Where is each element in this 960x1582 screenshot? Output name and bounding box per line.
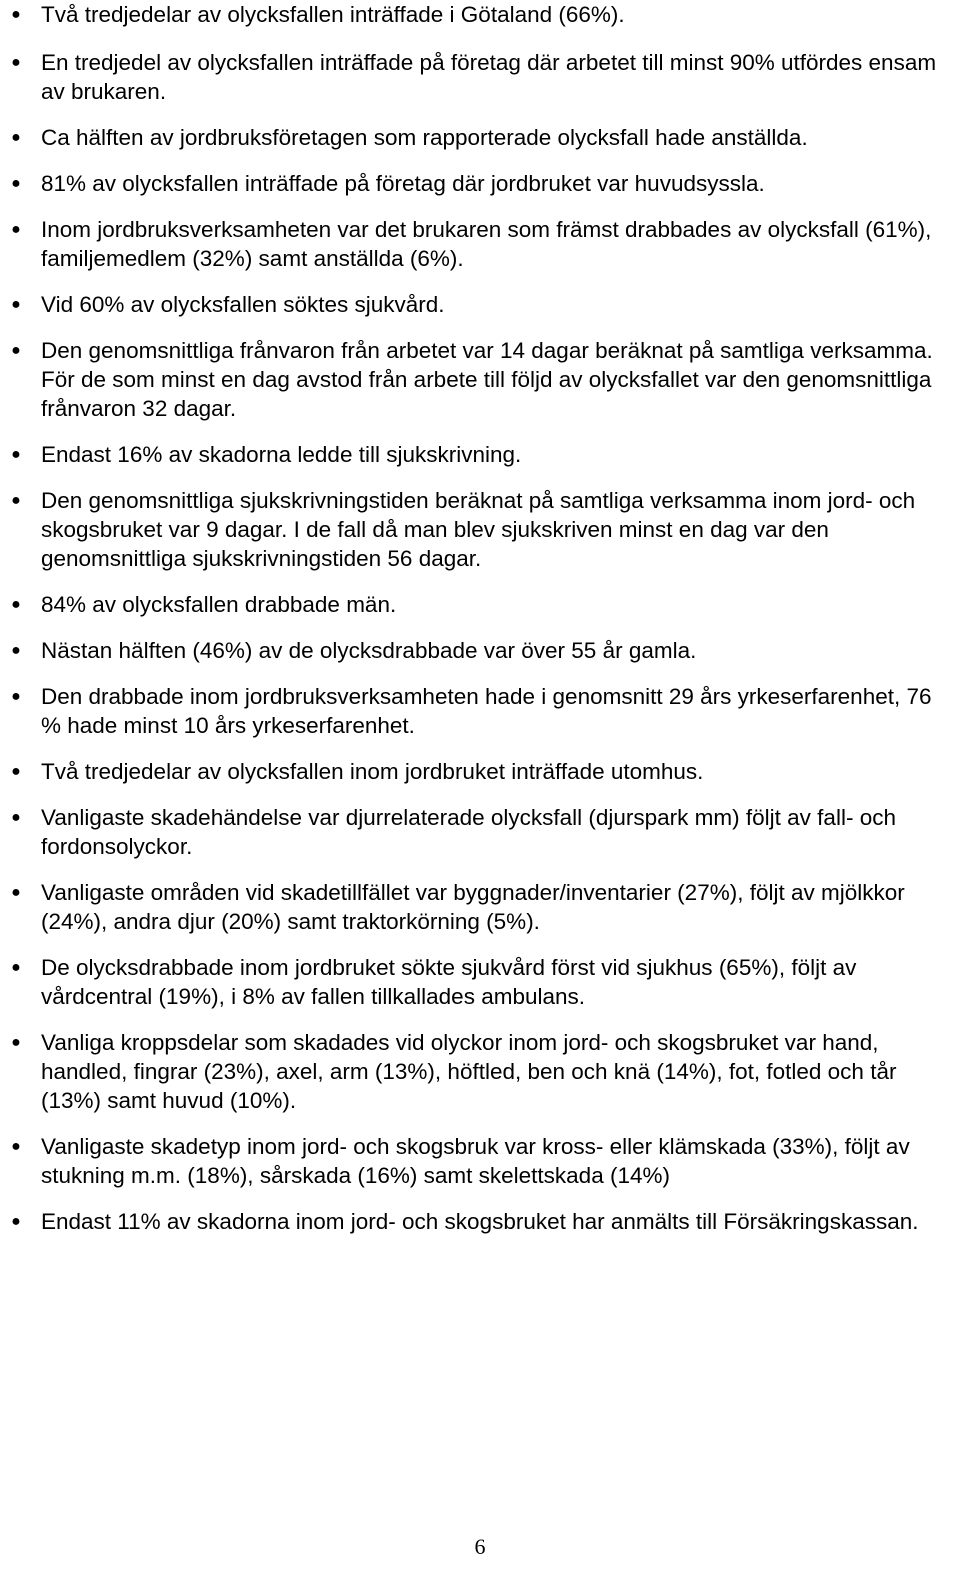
- list-item-text: Två tredjedelar av olycksfallen inom jordbruket inträffade utomhus.: [41, 759, 704, 784]
- bullet-icon: [6, 0, 26, 29]
- list-item: [41, 486, 953, 573]
- list-item-text: 84% av olycksfallen drabbade män.: [41, 592, 397, 617]
- bullet-icon: [6, 878, 26, 907]
- list-item-text: Vanligaste skadehändelse var djurrelaterade olycksfall (djurspark mm) följt av fall- och fordonsolyckor.: [41, 805, 896, 859]
- list-item: [41, 590, 953, 619]
- list-item: [41, 953, 953, 1011]
- list-item-text: Inom jordbruksverksamheten var det brukaren som främst drabbades av olycksfall (61%), familjemedlem (32%) samt anställda (6%).: [41, 217, 932, 271]
- bullet-icon: [6, 682, 26, 711]
- page-number: 6: [474, 1534, 486, 1559]
- list-item-text: Vid 60% av olycksfallen söktes sjukvård.: [41, 292, 445, 317]
- bullet-icon: [6, 290, 26, 319]
- bullet-icon: [6, 636, 26, 665]
- list-item-text: Den genomsnittliga sjukskrivningstiden beräknat på samtliga verksamma inom jord- och skogsbruket var 9 dagar. I de fall då man blev sjukskriven minst en dag var den genomsnittliga sjukskrivningstiden 56 dagar.: [41, 488, 916, 571]
- list-item: [41, 290, 953, 319]
- list-item-text: En tredjedel av olycksfallen inträffade på företag där arbetet till minst 90% utfördes ensam av brukaren.: [41, 50, 937, 104]
- bullet-icon: [6, 48, 26, 77]
- list-item-text: 81% av olycksfallen inträffade på företag där jordbruket var huvudsyssla.: [41, 171, 765, 196]
- list-item: [41, 878, 953, 936]
- list-item-text: Vanligaste skadetyp inom jord- och skogsbruk var kross- eller klämskada (33%), följt av stukning m.m. (18%), sårskada (16%) samt skelettskada (14%): [41, 1134, 910, 1188]
- list-item: [41, 169, 953, 198]
- list-item: [41, 48, 953, 106]
- bullet-icon: [6, 486, 26, 515]
- list-item: [41, 1132, 953, 1190]
- list-item-text: Två tredjedelar av olycksfallen inträffade i Götaland (66%).: [41, 2, 625, 27]
- list-item-text: Vanligaste områden vid skadetillfället var byggnader/inventarier (27%), följt av mjölkkor (24%), andra djur (20%) samt traktorkörning (5%).: [41, 880, 905, 934]
- list-item: [41, 440, 953, 469]
- list-item-text: Endast 16% av skadorna ledde till sjukskrivning.: [41, 442, 522, 467]
- list-item-text: Endast 11% av skadorna inom jord- och skogsbruket har anmälts till Försäkringskassan.: [41, 1209, 919, 1234]
- bullet-icon: [6, 1028, 26, 1057]
- list-item: [41, 0, 953, 29]
- list-item-text: De olycksdrabbade inom jordbruket sökte sjukvård först vid sjukhus (65%), följt av vårdcentral (19%), i 8% av fallen tillkallades ambulans.: [41, 955, 857, 1009]
- bullet-icon: [6, 953, 26, 982]
- list-item-text: Nästan hälften (46%) av de olycksdrabbade var över 55 år gamla.: [41, 638, 697, 663]
- list-item-text: Den drabbade inom jordbruksverksamheten hade i genomsnitt 29 års yrkeserfarenhet, 76 % hade minst 10 års yrkeserfarenhet.: [41, 684, 932, 738]
- bullet-icon: [6, 440, 26, 469]
- bullet-icon: [6, 757, 26, 786]
- list-item: [41, 123, 953, 152]
- list-item: [41, 336, 953, 423]
- list-item-text: Den genomsnittliga frånvaron från arbetet var 14 dagar beräknat på samtliga verksamma. För de som minst en dag avstod från arbete till följd av olycksfallet var den genomsnittliga frånvaron 32 dagar.: [41, 338, 933, 421]
- bullet-icon: [6, 215, 26, 244]
- list-item: [41, 757, 953, 786]
- bullet-icon: [6, 803, 26, 832]
- list-item: [41, 682, 953, 740]
- list-item: [41, 636, 953, 665]
- bullet-icon: [6, 1207, 26, 1236]
- list-item: [41, 803, 953, 861]
- list-item-text: Ca hälften av jordbruksföretagen som rapporterade olycksfall hade anställda.: [41, 125, 808, 150]
- bullet-icon: [6, 336, 26, 365]
- list-item: [41, 1028, 953, 1115]
- list-item-text: Vanliga kroppsdelar som skadades vid olyckor inom jord- och skogsbruket var hand, handled, fingrar (23%), axel, arm (13%), höftled, ben och knä (14%), fot, fotled och tår (13%) samt huvud (10%).: [41, 1030, 897, 1113]
- list-item: [41, 1207, 953, 1236]
- bullet-icon: [6, 123, 26, 152]
- bullet-icon: [6, 1132, 26, 1161]
- list-item: [41, 215, 953, 273]
- bullet-icon: [6, 169, 26, 198]
- bullet-list: [41, 0, 953, 1236]
- bullet-icon: [6, 590, 26, 619]
